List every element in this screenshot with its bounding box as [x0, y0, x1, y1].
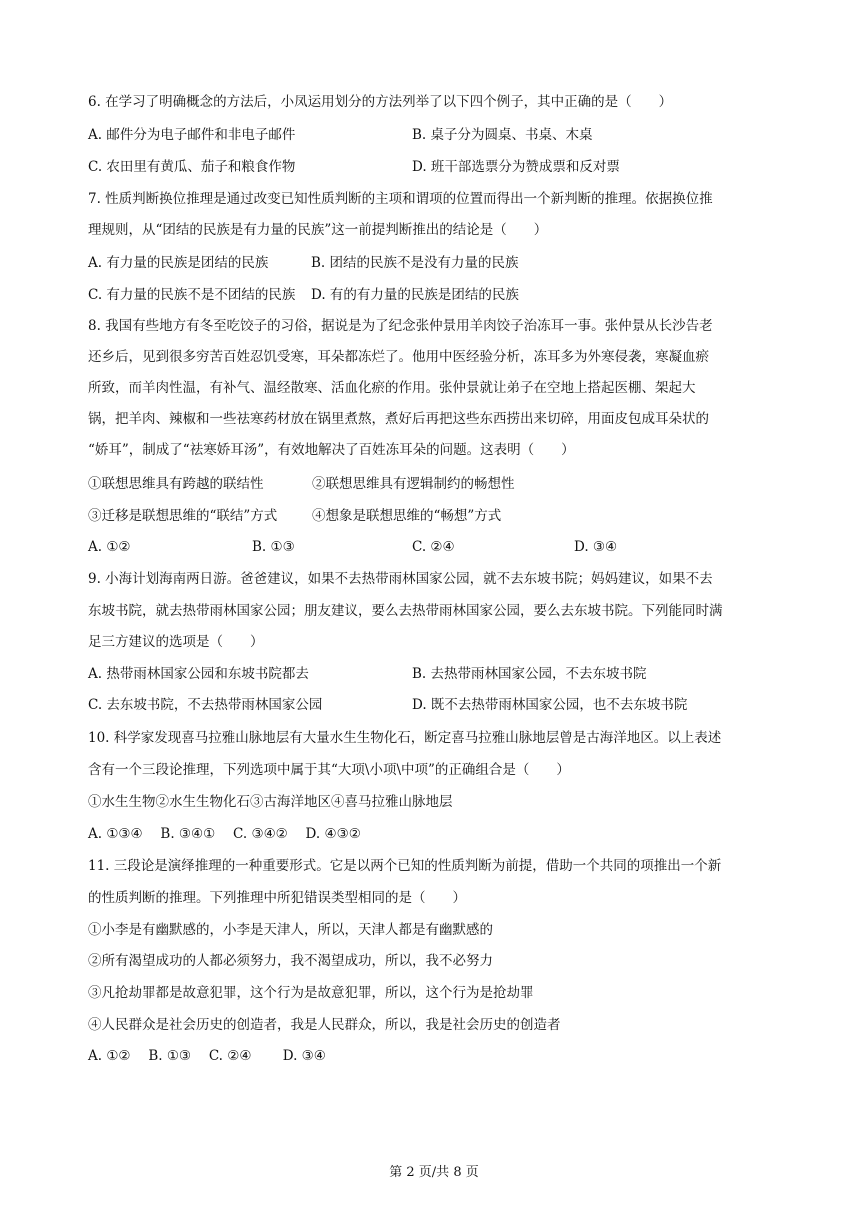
q11-statement-2: ②所有渴望成功的人都必须努力，我不渴望成功，所以，我不必努力 — [88, 953, 493, 969]
q8-option-d: D. ③④ — [574, 539, 618, 555]
q8-option-b: B. ①③ — [252, 539, 295, 555]
q11-line2: 的性质判断的推理。下列推理中所犯错误类型相同的是（ ） — [88, 890, 466, 906]
q7-stem-line2: 理规则，从“团结的民族是有力量的民族”这一前提判断推出的结论是（ ） — [88, 222, 548, 238]
q6-option-a: A. 邮件分为电子邮件和非电子邮件 — [88, 127, 296, 143]
q7-option-c: C. 有力量的民族不是不团结的民族 — [88, 287, 296, 303]
q8-statement-3: ③迁移是联想思维的“联结”方式 — [88, 508, 278, 524]
q11-options: A. ①② B. ①③ C. ②④ D. ③④ — [88, 1048, 326, 1064]
q8-statement-2: ②联想思维具有逻辑制约的畅想性 — [312, 476, 515, 492]
q10-items: ①水生生物②水生生物化石③古海洋地区④喜马拉雅山脉地层 — [88, 794, 453, 810]
q10-options: A. ①③④ B. ③④① C. ③④② D. ④③② — [88, 826, 361, 842]
q7-option-d: D. 有的有力量的民族是团结的民族 — [311, 287, 519, 303]
q6-stem: 6. 在学习了明确概念的方法后，小凤运用划分的方法列举了以下四个例子，其中正确的是（ ） — [88, 94, 673, 110]
q9-line2: 东坡书院，就去热带雨林国家公园；朋友建议，要么去热带雨林国家公园，要么去东坡书院。下列能同时满 — [88, 603, 723, 619]
q7-option-a: A. 有力量的民族是团结的民族 — [88, 255, 269, 271]
q11-statement-3: ③凡抢劫罪都是故意犯罪，这个行为是故意犯罪，所以，这个行为是抢劫罪 — [88, 985, 534, 1001]
q8-line4: 锅，把羊肉、辣椒和一些祛寒药材放在锅里煮熬，煮好后再把这些东西捞出来切碎，用面皮包成耳朵状的 — [88, 411, 709, 427]
q10-line2: 含有一个三段论推理，下列选项中属于其“大项\小项\中项”的正确组合是（ ） — [88, 762, 570, 778]
q9-option-b: B. 去热带雨林国家公园，不去东坡书院 — [412, 666, 647, 682]
q8-option-c: C. ②④ — [412, 539, 455, 555]
q8-line5: “娇耳”，制成了“祛寒娇耳汤”，有效地解决了百姓冻耳朵的问题。这表明（ ） — [88, 442, 575, 458]
q6-option-b: B. 桌子分为圆桌、书桌、木桌 — [412, 127, 593, 143]
q11-statement-4: ④人民群众是社会历史的创造者，我是人民群众，所以，我是社会历史的创造者 — [88, 1017, 561, 1033]
q9-option-a: A. 热带雨林国家公园和东坡书院都去 — [88, 666, 309, 682]
q9-line1: 9. 小海计划海南两日游。爸爸建议，如果不去热带雨林国家公园，就不去东坡书院；妈妈建议，如果不去 — [88, 571, 713, 587]
q6-option-d: D. 班干部选票分为赞成票和反对票 — [412, 159, 620, 175]
q8-statement-1: ①联想思维具有跨越的联结性 — [88, 476, 264, 492]
q8-line2: 还乡后，见到很多穷苦百姓忍饥受寒，耳朵都冻烂了。他用中医经验分析，冻耳多为外寒侵袭，寒凝血瘀 — [88, 349, 709, 365]
q8-statement-4: ④想象是联想思维的“畅想”方式 — [312, 508, 502, 524]
q11-statement-1: ①小李是有幽默感的，小李是天津人，所以，天津人都是有幽默感的 — [88, 922, 493, 938]
q9-line3: 足三方建议的选项是（ ） — [88, 634, 264, 650]
q9-option-d: D. 既不去热带雨林国家公园，也不去东坡书院 — [412, 697, 688, 713]
q9-option-c: C. 去东坡书院，不去热带雨林国家公园 — [88, 697, 323, 713]
q8-option-a: A. ①② — [88, 539, 131, 555]
q10-line1: 10. 科学家发现喜马拉雅山脉地层有大量水生生物化石，断定喜马拉雅山脉地层曾是古海洋地区。以上表述 — [88, 730, 722, 746]
q8-line1: 8. 我国有些地方有冬至吃饺子的习俗，据说是为了纪念张仲景用羊肉饺子治冻耳一事。张仲景从长沙告老 — [88, 318, 713, 334]
page-footer: 第 2 页/共 8 页 — [389, 1165, 479, 1180]
q7-option-b: B. 团结的民族不是没有力量的民族 — [311, 255, 519, 271]
q6-option-c: C. 农田里有黄瓜、茄子和粮食作物 — [88, 159, 296, 175]
q11-line1: 11. 三段论是演绎推理的一种重要形式。它是以两个已知的性质判断为前提，借助一个共同的项推出一个新 — [88, 858, 722, 874]
q8-line3: 所致，而羊肉性温，有补气、温经散寒、活血化瘀的作用。张仲景就让弟子在空地上搭起医棚、架起大 — [88, 380, 696, 396]
q7-stem-line1: 7. 性质判断换位推理是通过改变已知性质判断的主项和谓项的位置而得出一个新判断的推理。依据换位推 — [88, 191, 713, 207]
